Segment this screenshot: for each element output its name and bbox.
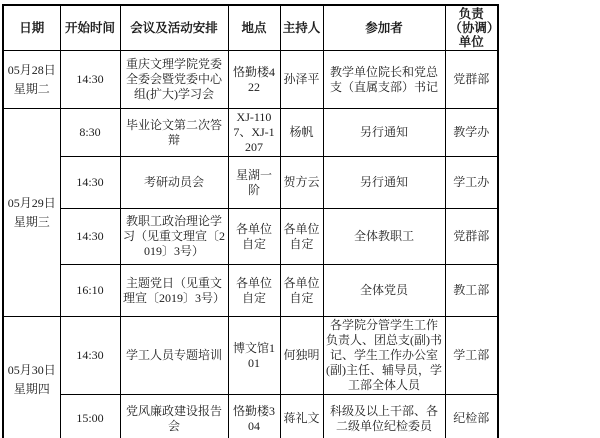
weekday-text: 星期二 — [13, 81, 50, 96]
place-cell: 各单位自定 — [228, 209, 280, 265]
participants-cell: 各学院分管学生工作负责人、团总支(副)书记、学生工作办公室(副)主任、辅导员，学工部全体人员 — [323, 317, 445, 395]
unit-cell: 纪检部 — [445, 395, 498, 438]
header-start-time: 开始时间 — [60, 5, 120, 51]
event-cell: 毕业论文第二次答辩 — [120, 109, 228, 157]
time-cell: 14:30 — [60, 51, 120, 109]
table-row — [3, 109, 498, 157]
participants-cell: 教学单位院长和党总支（直属支部）书记 — [323, 51, 445, 109]
event-cell: 考研动员会 — [120, 157, 228, 209]
host-cell: 杨帆 — [280, 109, 323, 157]
time-cell: 14:30 — [60, 157, 120, 209]
event-cell: 党风廉政建设报告会 — [120, 395, 228, 438]
place-cell: 恪勤楼304 — [228, 395, 280, 438]
date-text: 05月29日 — [7, 195, 56, 210]
host-cell: 何独明 — [280, 317, 323, 395]
event-cell: 重庆文理学院党委全委会暨党委中心组(扩大)学习会 — [120, 51, 228, 109]
table-row — [3, 157, 498, 209]
time-cell: 8:30 — [60, 109, 120, 157]
place-cell: 星湖一阶 — [228, 157, 280, 209]
unit-cell: 党群部 — [445, 209, 498, 265]
weekday-text: 星期三 — [13, 214, 50, 229]
date-text: 05月28日 — [7, 62, 56, 77]
table-row — [3, 317, 498, 395]
participants-cell: 全体党员 — [323, 265, 445, 317]
meeting-schedule-table — [2, 4, 499, 438]
host-cell: 贺方云 — [280, 157, 323, 209]
header-unit: 负责（协调）单位 — [445, 5, 498, 51]
header-host: 主持人 — [280, 5, 323, 51]
date-cell-may28 — [3, 51, 60, 109]
table-row — [3, 395, 498, 438]
unit-cell: 教学办 — [445, 109, 498, 157]
host-cell: 各单位自定 — [280, 265, 323, 317]
event-cell: 教职工政治理论学习（见重文理宣〔2019〕3号） — [120, 209, 228, 265]
time-cell: 15:00 — [60, 395, 120, 438]
participants-cell: 另行通知 — [323, 157, 445, 209]
event-cell: 主题党日（见重文理宣〔2019〕3号） — [120, 265, 228, 317]
unit-cell: 学工部 — [445, 317, 498, 395]
place-cell: 博文馆101 — [228, 317, 280, 395]
date-cell-may30 — [3, 317, 60, 438]
weekday-text: 星期四 — [13, 381, 50, 396]
table-row — [3, 209, 498, 265]
header-place: 地点 — [228, 5, 280, 51]
participants-cell: 另行通知 — [323, 109, 445, 157]
header-date: 日期 — [3, 5, 60, 51]
participants-cell: 科级及以上干部、各二级单位纪检委员 — [323, 395, 445, 438]
date-cell-may29 — [3, 109, 60, 317]
host-cell: 各单位自定 — [280, 209, 323, 265]
host-cell: 蒋礼文 — [280, 395, 323, 438]
date-text: 05月30日 — [7, 362, 56, 377]
unit-cell: 党群部 — [445, 51, 498, 109]
table-row — [3, 51, 498, 109]
unit-cell: 学工办 — [445, 157, 498, 209]
event-cell: 学工人员专题培训 — [120, 317, 228, 395]
place-cell: 恪勤楼422 — [228, 51, 280, 109]
unit-cell: 教工部 — [445, 265, 498, 317]
table-row — [3, 265, 498, 317]
header-row — [3, 5, 498, 51]
host-cell: 孙泽平 — [280, 51, 323, 109]
time-cell: 16:10 — [60, 265, 120, 317]
time-cell: 14:30 — [60, 317, 120, 395]
place-cell: XJ-1107、XJ-1207 — [228, 109, 280, 157]
participants-cell: 全体教职工 — [323, 209, 445, 265]
place-cell: 各单位自定 — [228, 265, 280, 317]
time-cell: 14:30 — [60, 209, 120, 265]
header-event: 会议及活动安排 — [120, 5, 228, 51]
header-participants: 参加者 — [323, 5, 445, 51]
